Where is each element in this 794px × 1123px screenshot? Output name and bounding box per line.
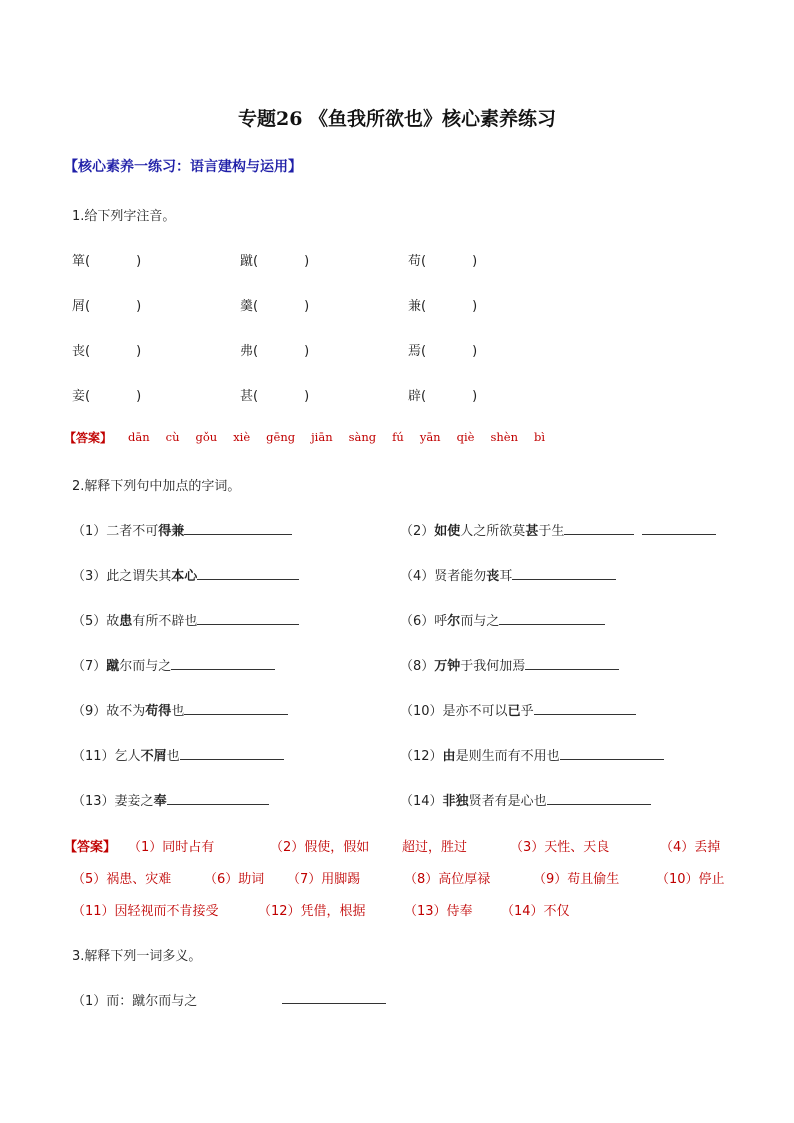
q1-char-item[interactable]: 兼( ): [408, 299, 478, 314]
q1-answer-tag: 【答案】: [64, 431, 113, 445]
q1-char-item[interactable]: 辟( ): [408, 389, 478, 404]
q1-char-item[interactable]: 妾( ): [72, 389, 142, 404]
q2-answer: （3）天性、天良: [510, 840, 610, 855]
q1-prompt: 1.给下列字注音。: [72, 209, 176, 224]
q1-answer-pinyin: xiè: [233, 430, 251, 444]
q1-answer-pinyin: jiān: [311, 430, 333, 444]
q1-char-item[interactable]: 焉( ): [408, 344, 478, 359]
q1-answer-pinyin: dān: [128, 430, 150, 444]
answer-blank[interactable]: [180, 747, 284, 760]
q1-answer-pinyin: gēng: [266, 430, 296, 444]
answer-blank[interactable]: [197, 612, 299, 625]
q2-item: （11）乞人不屑也: [72, 745, 284, 764]
q1-answer-pinyin: fú: [392, 430, 404, 444]
q2-item: （9）故不为苟得也: [72, 700, 288, 719]
q2-item: （8）万钟于我何加焉: [400, 655, 619, 674]
q2-item: （5）故患有所不辟也: [72, 610, 299, 629]
q1-char-item[interactable]: 苟( ): [408, 254, 478, 269]
answer-blank[interactable]: [525, 657, 619, 670]
q1-answer-pinyin: gǒu: [195, 430, 218, 444]
q2-answer-tag: 【答案】: [64, 840, 117, 855]
q2-answer: （11）因轻视而不肯接受: [72, 904, 219, 919]
q2-item: （3）此之谓失其本心: [72, 565, 299, 584]
q3-prompt: 3.解释下列一词多义。: [72, 949, 202, 964]
q2-answer: （12）凭借，根据: [258, 904, 366, 919]
q2-answer: （13）侍奉: [404, 904, 473, 919]
q2-answer: （5）祸患、灾难: [72, 872, 172, 887]
q2-item: （14）非独贤者有是心也: [400, 790, 651, 809]
q2-answer: （7）用脚踢: [287, 872, 361, 887]
q1-char-item[interactable]: 羹( ): [240, 299, 310, 314]
answer-blank[interactable]: [534, 702, 636, 715]
q1-answer-pinyin: qiè: [456, 430, 475, 444]
q1-answer-pinyin: cù: [165, 430, 180, 444]
q1-char-item[interactable]: 箪( ): [72, 254, 142, 269]
q2-answer: （1）同时占有: [128, 840, 215, 855]
q2-item: （6）呼尔而与之: [400, 610, 605, 629]
q2-answer: （14）不仅: [501, 904, 570, 919]
q1-answer-pinyin: yān: [419, 430, 441, 444]
q2-item: （13）妻妾之奉: [72, 790, 269, 809]
answer-blank[interactable]: [642, 522, 716, 535]
q1-answer-pinyin: sàng: [348, 430, 377, 444]
q2-item: （12）由是则生而有不用也: [400, 745, 664, 764]
answer-blank[interactable]: [547, 792, 651, 805]
answer-blank[interactable]: [197, 567, 299, 580]
answer-blank[interactable]: [564, 522, 634, 535]
q3-item-1-blank[interactable]: [282, 1003, 386, 1004]
section-heading: 【核心素养一练习：语言建构与运用】: [64, 159, 302, 175]
answer-blank[interactable]: [171, 657, 275, 670]
answer-blank[interactable]: [512, 567, 616, 580]
answer-blank[interactable]: [560, 747, 664, 760]
q2-answer: （2）假使，假如: [270, 840, 370, 855]
q1-char-item[interactable]: 丧( ): [72, 344, 142, 359]
q2-prompt: 2.解释下列句中加点的字词。: [72, 479, 241, 494]
q2-answer: （6）助词: [204, 872, 265, 887]
q2-item: （10）是亦不可以已乎: [400, 700, 636, 719]
q2-item: （1）二者不可得兼: [72, 520, 292, 539]
q2-answer: （10）停止: [656, 872, 725, 887]
q1-char-item[interactable]: 屑( ): [72, 299, 142, 314]
q1-char-item[interactable]: 甚( ): [240, 389, 310, 404]
page-title: 专题26 《鱼我所欲也》核心素养练习: [237, 108, 557, 130]
q1-char-item[interactable]: 弗( ): [240, 344, 310, 359]
q2-item: （7）蹴尔而与之: [72, 655, 275, 674]
q2-answer: （9）苟且偷生: [533, 872, 620, 887]
q2-answer: （8）高位厚禄: [404, 872, 491, 887]
q1-answer-pinyin: shèn: [490, 430, 518, 444]
answer-blank[interactable]: [499, 612, 605, 625]
q1-answer-pinyin: bì: [533, 430, 546, 444]
answer-blank[interactable]: [184, 702, 288, 715]
q1-char-item[interactable]: 蹴( ): [240, 254, 310, 269]
q1-answers: [128, 430, 561, 444]
q2-item: （2）如使人之所欲莫甚于生: [400, 520, 716, 539]
answer-blank[interactable]: [167, 792, 269, 805]
q2-item: （4）贤者能勿丧耳: [400, 565, 616, 584]
answer-blank[interactable]: [184, 522, 292, 535]
q2-answer: （4）丢掉: [660, 840, 721, 855]
q3-item-1: （1）而：蹴尔而与之: [72, 994, 198, 1009]
q2-answer: 超过，胜过: [402, 840, 468, 855]
